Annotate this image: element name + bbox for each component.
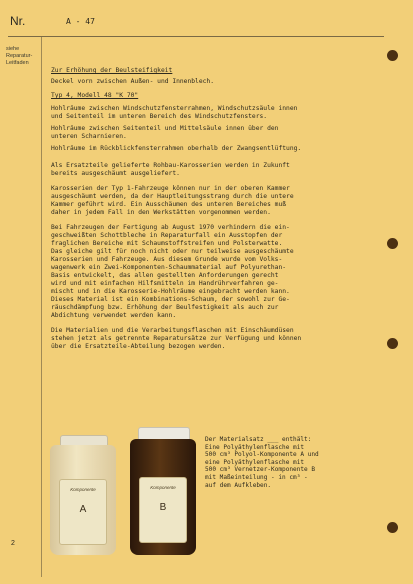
paragraph: Hohlräume im Rückblickfensterrahmen oberhalb der Zwangsentlüftung. (51, 145, 302, 152)
bottle-label (139, 477, 187, 543)
paragraph: Karosserien der Typ 1-Fahrzeuge können nur in der oberen Kammer ausgeschäumt werden, da der Hauptleitungsstrang durch die untere Kammer geführt wird. Ein Ausschäumen des unteren Bereiches muß daher in jedem Fall in den Werkstätten vorgenommen werden. (51, 185, 294, 216)
paragraph: Als Ersatzteile gelieferte Rohbau-Karosserien werden in Zukunft bereits ausgeschäumt ausgeliefert. (51, 162, 290, 177)
bottle-a (50, 435, 116, 555)
bottle-brand: Komponente (70, 487, 96, 492)
paragraph: Hohlräume zwischen Windschutzfensterrahmen, Windschutzsäule innen und Seitenteil im unteren Bereich des Windschutzfensters. (51, 105, 298, 120)
punch-hole-icon (387, 50, 398, 61)
paragraph: Hohlräume zwischen Seitenteil und Mittelsäule innen über den unteren Scharnieren. (51, 125, 279, 140)
punch-hole-icon (387, 522, 398, 533)
bottle-label (59, 479, 107, 545)
section-heading: Zur Erhöhung der Beulsteifigkeit (51, 67, 173, 74)
bottle-b (130, 427, 196, 555)
kit-description: Der Materialsatz ___ enthält: Eine Polyäthylenflasche mit 500 cm³ Polyol-Komponente A und eine Polyäthylenflasche mit 500 cm³ Vernetzer-Komponente B mit Maßeinteilung - in cm³ - auf dem Aufkleben. (205, 436, 319, 489)
paragraph: Die Materialien und die Verarbeitungsflaschen mit Einschäumdüsen stehen jetzt als getrennte Reparatursätze zur Verfügung und können über die Ersatzteile-Abteilung bezogen werden. (51, 327, 302, 350)
side-note (6, 46, 32, 67)
side-note-line: Leitfaden (6, 60, 29, 66)
bottle-brand: Komponente (150, 485, 176, 490)
bottle-letter: A (79, 504, 87, 515)
punch-hole-icon (387, 338, 398, 349)
document-number: A - 47 (66, 17, 95, 26)
body-text (51, 67, 376, 355)
header-rule (8, 36, 384, 37)
side-note-line: siehe (6, 46, 20, 52)
paragraph: Deckel vorn zwischen Außen- und Innenblech. (51, 78, 215, 85)
punch-hole-icon (387, 238, 398, 249)
paragraph: Bei Fahrzeugen der Fertigung ab August 1970 verhindern die ein- geschweißten Schottbleche in Reparaturfall ein Ausstopfen der fraglichen Bereiche mit Schaumstoffstreifen und Polsterwatte. Das gleiche gilt für noch nicht oder nur teilweise ausgeschäumte Karosserien und Fahrzeuge. Aus diesem Grunde wurde vom Volks- wagenwerk ein Zwei-Komponenten-Schaummaterial auf Polyurethan- Basis entwickelt, das allen gestellten Anforderungen gerecht wird und mit einfachen Hilfsmitteln im Handrührverfahren ge- mischt und in die Karosserie-Hohlräume eingebracht werden kann. Dieses Material ist ein Kombinations-Schaum, der sowohl zur Ge- räuschdämpfung bzw. Erhöhung der Beulfestigkeit als auch zur Abdichtung verwendet werden kann. (51, 224, 294, 319)
section-heading: Typ 4, Modell 48 "K 70" (51, 92, 139, 99)
side-note-line: Reparatur- (6, 53, 33, 59)
document-number-label: Nr. (10, 14, 26, 28)
margin-rule (41, 37, 42, 577)
bottle-letter: B (159, 502, 167, 513)
page-number: 2 (11, 540, 15, 547)
product-photo (48, 420, 198, 555)
